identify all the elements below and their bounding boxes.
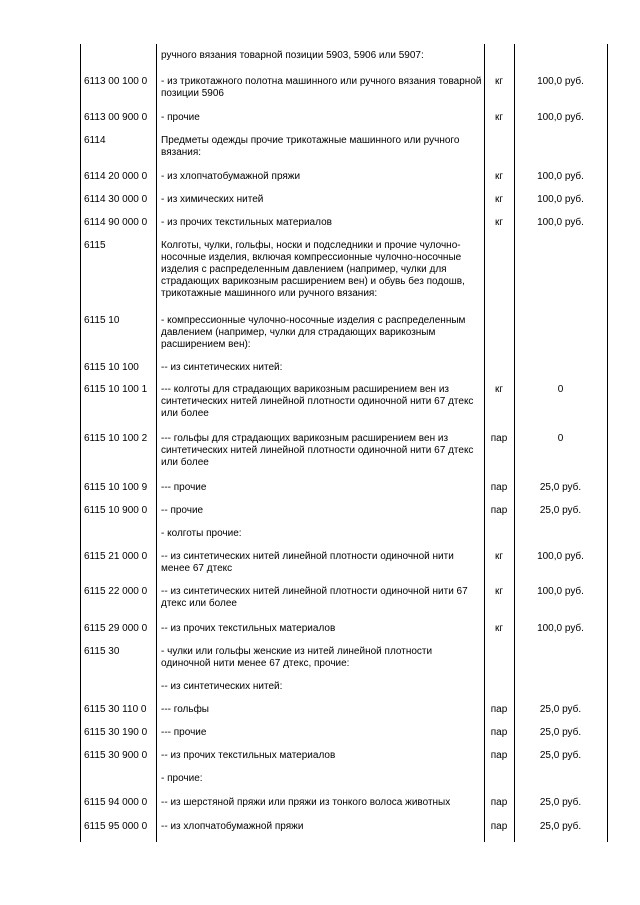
unit-of-measure: пар [490, 704, 508, 715]
tariff-code: 6115 10 100 2 [84, 433, 148, 444]
unit-of-measure: кг [494, 112, 504, 123]
duty-rate: 25,0 руб. [539, 750, 582, 761]
duty-rate: 100,0 руб. [537, 586, 584, 597]
goods-description: -- из шерстяной пряжи или пряжи из тонкого волоса животных [161, 797, 451, 808]
tariff-code: 6115 10 900 0 [84, 505, 148, 516]
goods-description: --- колготы для страдающих варикозным расширением вен из синтетических нитей линейной плотности одиночной нити 67 дтекс или более [161, 384, 474, 419]
duty-rate: 100,0 руб. [537, 217, 584, 228]
unit-of-measure: кг [494, 586, 504, 597]
tariff-code: 6115 10 100 [84, 362, 139, 373]
duty-rate: 0 [557, 433, 564, 444]
tariff-code: 6115 30 190 0 [84, 727, 148, 738]
unit-of-measure: пар [490, 821, 508, 832]
goods-description: - прочие: [161, 773, 203, 784]
goods-description: Предметы одежды прочие трикотажные машинного или ручного вязания: [161, 135, 460, 158]
goods-description: -- из синтетических нитей: [161, 681, 283, 692]
unit-of-measure: пар [490, 433, 508, 444]
goods-description: - из трикотажного полотна машинного или ручного вязания товарной позиции 5906 [161, 76, 482, 99]
tariff-code: 6114 90 000 0 [84, 217, 148, 228]
duty-rate: 25,0 руб. [539, 505, 582, 516]
tariff-code: 6115 30 900 0 [84, 750, 148, 761]
tariff-code: 6115 95 000 0 [84, 821, 148, 832]
goods-description: --- гольфы [161, 704, 209, 715]
unit-of-measure: кг [494, 623, 504, 634]
duty-rate: 25,0 руб. [539, 482, 582, 493]
goods-description: -- из прочих текстильных материалов [161, 750, 336, 761]
table-border-left [80, 44, 81, 842]
tariff-code: 6113 00 900 0 [84, 112, 148, 123]
goods-description: -- из прочих текстильных материалов [161, 623, 336, 634]
unit-of-measure: кг [494, 76, 504, 87]
duty-rate: 25,0 руб. [539, 704, 582, 715]
duty-rate: 100,0 руб. [537, 171, 584, 182]
duty-rate: 0 [557, 384, 564, 395]
tariff-code: 6115 10 100 9 [84, 482, 148, 493]
goods-description: --- прочие [161, 727, 207, 738]
column-divider-code [156, 44, 157, 842]
goods-description: -- из синтетических нитей: [161, 362, 283, 373]
duty-rate: 100,0 руб. [537, 623, 584, 634]
duty-rate: 100,0 руб. [537, 551, 584, 562]
tariff-code: 6115 10 [84, 315, 120, 326]
tariff-code: 6114 20 000 0 [84, 171, 148, 182]
tariff-code: 6114 [84, 135, 106, 146]
unit-of-measure: пар [490, 505, 508, 516]
goods-description: - из прочих текстильных материалов [161, 217, 332, 228]
goods-description: - из химических нитей [161, 194, 264, 205]
unit-of-measure: пар [490, 727, 508, 738]
goods-description: ручного вязания товарной позиции 5903, 5906 или 5907: [161, 50, 424, 61]
goods-description: - прочие [161, 112, 200, 123]
goods-description: - чулки или гольфы женские из нитей линейной плотности одиночной нити менее 67 дтекс, прочие: [161, 646, 433, 669]
tariff-code: 6115 29 000 0 [84, 623, 148, 634]
goods-description: Колготы, чулки, гольфы, носки и подследники и прочие чулочно-носочные изделия, включая компрессионные чулочно-носочные изделия с распределенным давлением (например, чулки для страдающих варикозным расширением вен) и обувь без подошв, трикотажные машинного или ручного вязания: [161, 240, 465, 299]
goods-description: - колготы прочие: [161, 528, 242, 539]
duty-rate: 25,0 руб. [539, 797, 582, 808]
goods-description: -- из хлопчатобумажной пряжи [161, 821, 304, 832]
goods-description: - компрессионные чулочно-носочные изделия с распределенным давлением (например, чулки для страдающих варикозным расширением вен): [161, 315, 466, 350]
unit-of-measure: кг [494, 551, 504, 562]
tariff-code: 6115 10 100 1 [84, 384, 148, 395]
tariff-code: 6115 21 000 0 [84, 551, 148, 562]
unit-of-measure: кг [494, 194, 504, 205]
unit-of-measure: пар [490, 482, 508, 493]
duty-rate: 25,0 руб. [539, 821, 582, 832]
unit-of-measure: пар [490, 750, 508, 761]
unit-of-measure: кг [494, 171, 504, 182]
duty-rate: 100,0 руб. [537, 194, 584, 205]
goods-description: -- из синтетических нитей линейной плотности одиночной нити 67 дтекс или более [161, 586, 468, 609]
tariff-code: 6115 22 000 0 [84, 586, 148, 597]
unit-of-measure: пар [490, 797, 508, 808]
tariff-code: 6115 [84, 240, 106, 251]
tariff-code: 6115 30 [84, 646, 120, 657]
goods-description: -- из синтетических нитей линейной плотности одиночной нити менее 67 дтекс [161, 551, 454, 574]
duty-rate: 100,0 руб. [537, 112, 584, 123]
unit-of-measure: кг [494, 217, 504, 228]
goods-description: - из хлопчатобумажной пряжи [161, 171, 301, 182]
goods-description: -- прочие [161, 505, 204, 516]
table-border-right [607, 44, 608, 842]
tariff-code: 6114 30 000 0 [84, 194, 148, 205]
unit-of-measure: кг [494, 384, 504, 395]
duty-rate: 100,0 руб. [537, 76, 584, 87]
goods-description: --- гольфы для страдающих варикозным расширением вен из синтетических нитей линейной плотности одиночной нити 67 дтекс или более [161, 433, 474, 468]
goods-description: --- прочие [161, 482, 207, 493]
tariff-code: 6115 94 000 0 [84, 797, 148, 808]
duty-rate: 25,0 руб. [539, 727, 582, 738]
tariff-code: 6115 30 110 0 [84, 704, 147, 715]
tariff-code: 6113 00 100 0 [84, 76, 148, 87]
